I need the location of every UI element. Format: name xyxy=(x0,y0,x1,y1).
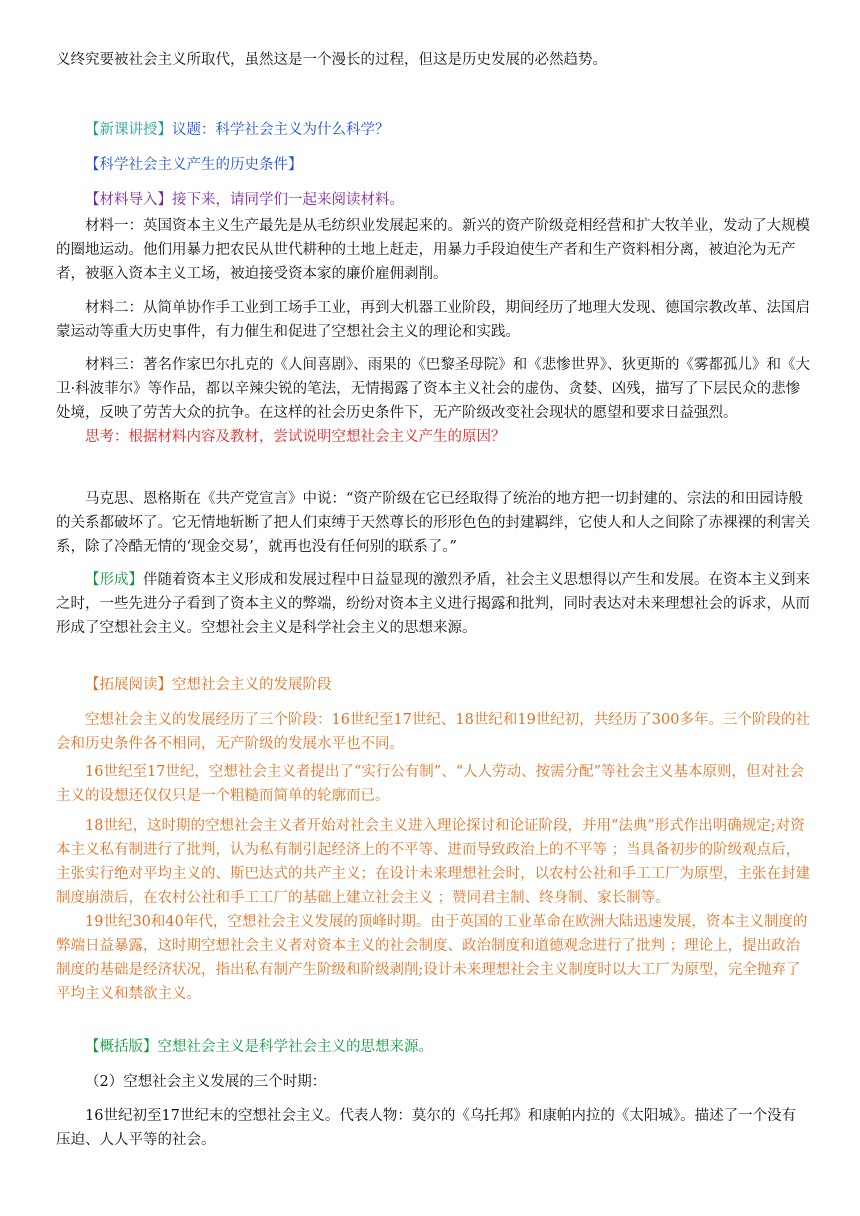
formation-tag: 【形成】 xyxy=(85,572,143,588)
period-title: （2）空想社会主义发展的三个时期： xyxy=(85,1074,327,1090)
section-title: 【科学社会主义产生的历史条件】 xyxy=(85,157,303,173)
new-lesson-heading xyxy=(56,118,810,142)
extended-paragraph-1: 空想社会主义的发展经历了三个阶段：16世纪至17世纪、18世纪和19世纪初，共经历了300多年。三个阶段的社会和历史条件各不相同，无产阶级的发展水平也不同。 xyxy=(56,712,810,752)
intro-paragraph: 义终究要被社会主义所取代，虽然这是一个漫长的过程，但这是历史发展的必然趋势。 xyxy=(56,52,607,68)
extended-paragraph-4: 19世纪30和40年代，空想社会主义发展的顶峰时期。由于英国的工业革命在欧洲大陆迅速发展，资本主义制度的弊端日益暴露，这时期空想社会主义者对资本主义的社会制度、政治制度和道德观念进行了批判 ；理论上，提出政治制度的基础是经济状况，指出私有制产生阶级和阶级剥削;设计未来理想社会主义制度时以大工厂为原型，完全抛弃了平均主义和禁欲主义。 xyxy=(56,914,808,1002)
summary-text: 空想社会主义是科学社会主义的思想来源。 xyxy=(157,1039,433,1055)
summary-paragraph xyxy=(56,1035,810,1059)
new-lesson-text: 议题：科学社会主义为什么科学？ xyxy=(172,122,390,138)
extended-paragraph-2: 16世纪至17世纪，空想社会主义者提出了“实行公有制”、“人人劳动、按需分配”等社会主义基本原则，但对社会主义的设想还仅仅只是一个粗糙而简单的轮廓而已。 xyxy=(56,764,805,804)
period-one: 16世纪初至17世纪末的空想社会主义。代表人物：莫尔的《乌托邦》和康帕内拉的《太阳城》。描述了一个没有压迫、人人平等的社会。 xyxy=(56,1108,797,1148)
summary-tag: 【概括版】 xyxy=(85,1039,158,1055)
think-question: 思考：根据材料内容及教材，尝试说明空想社会主义产生的原因？ xyxy=(85,429,506,445)
new-lesson-tag: 【新课讲授】 xyxy=(85,122,172,138)
formation-text: 伴随着资本主义形成和发展过程中日益显现的激烈矛盾，社会主义思想得以产生和发展。在资本主义到来之时，一些先进分子看到了资本主义的弊端，纷纷对资本主义进行揭露和批判，同时表达对未来理想社会的诉求，从而形成了空想社会主义。空想社会主义是科学社会主义的思想来源。 xyxy=(56,572,810,636)
material-intro-tag: 【材料导入】 xyxy=(85,192,172,208)
material-one: 材料一：英国资本主义生产最先是从毛纺织业发展起来的。新兴的资产阶级竞相经营和扩大牧羊业，发动了大规模的圈地运动。他们用暴力把农民从世代耕种的土地上赶走，用暴力手段迫使生产者和生产资料相分离，被迫沦为无产者，被驱入资本主义工场，被迫接受资本家的廉价雇佣剥削。 xyxy=(56,218,810,282)
extended-paragraph-3: 18世纪，这时期的空想社会主义者开始对社会主义进入理论探讨和论证阶段，并用“法典”形式作出明确规定;对资本主义私有制进行了批判，认为私有制引起经济上的不平等、进而导致政治上的不平等 ；当具备初步的阶级观点后，主张实行绝对平均主义的、斯巴达式的共产主义；在设计未来理想社会时，以农村公社和手工工厂为原型，主张在封建制度崩溃后，在农村公社和手工工厂的基础上建立社会主义 ；赞同君主制、终身制、家长制等。 xyxy=(56,818,810,906)
extended-reading-heading xyxy=(56,673,810,697)
material-three: 材料三：著名作家巴尔扎克的《人间喜剧》、雨果的《巴黎圣母院》和《悲惨世界》、狄更斯的《雾都孤儿》和《大卫·科波菲尔》等作品，都以辛辣尖锐的笔法，无情揭露了资本主义社会的虚伪、贪婪、凶残，描写了下层民众的悲惨处境，反映了劳苦大众的抗争。在这样的社会历史条件下，无产阶级改变社会现状的愿望和要求日益强烈。 xyxy=(56,357,810,421)
extended-tag: 【拓展阅读】 xyxy=(85,677,172,693)
material-intro-text: 接下来，请同学们一起来阅读材料。 xyxy=(172,192,404,208)
formation-paragraph xyxy=(56,568,810,640)
marx-quote: 马克思、恩格斯在《共产党宣言》中说：“资产阶级在它已经取得了统治的地方把一切封建的、宗法的和田园诗般的关系都破坏了。它无情地斩断了把人们束缚于天然尊长的形形色色的封建羁绊，它使人和人之间除了赤裸裸的利害关系，除了冷酷无情的‘现金交易’，就再也没有任何别的联系了。” xyxy=(56,491,810,555)
material-intro xyxy=(56,188,810,212)
extended-text: 空想社会主义的发展阶段 xyxy=(172,677,332,693)
material-two: 材料二：从简单协作手工业到工场手工业，再到大机器工业阶段，期间经历了地理大发现、德国宗教改革、法国启蒙运动等重大历史事件，有力催生和促进了空想社会主义的理论和实践。 xyxy=(56,300,810,340)
